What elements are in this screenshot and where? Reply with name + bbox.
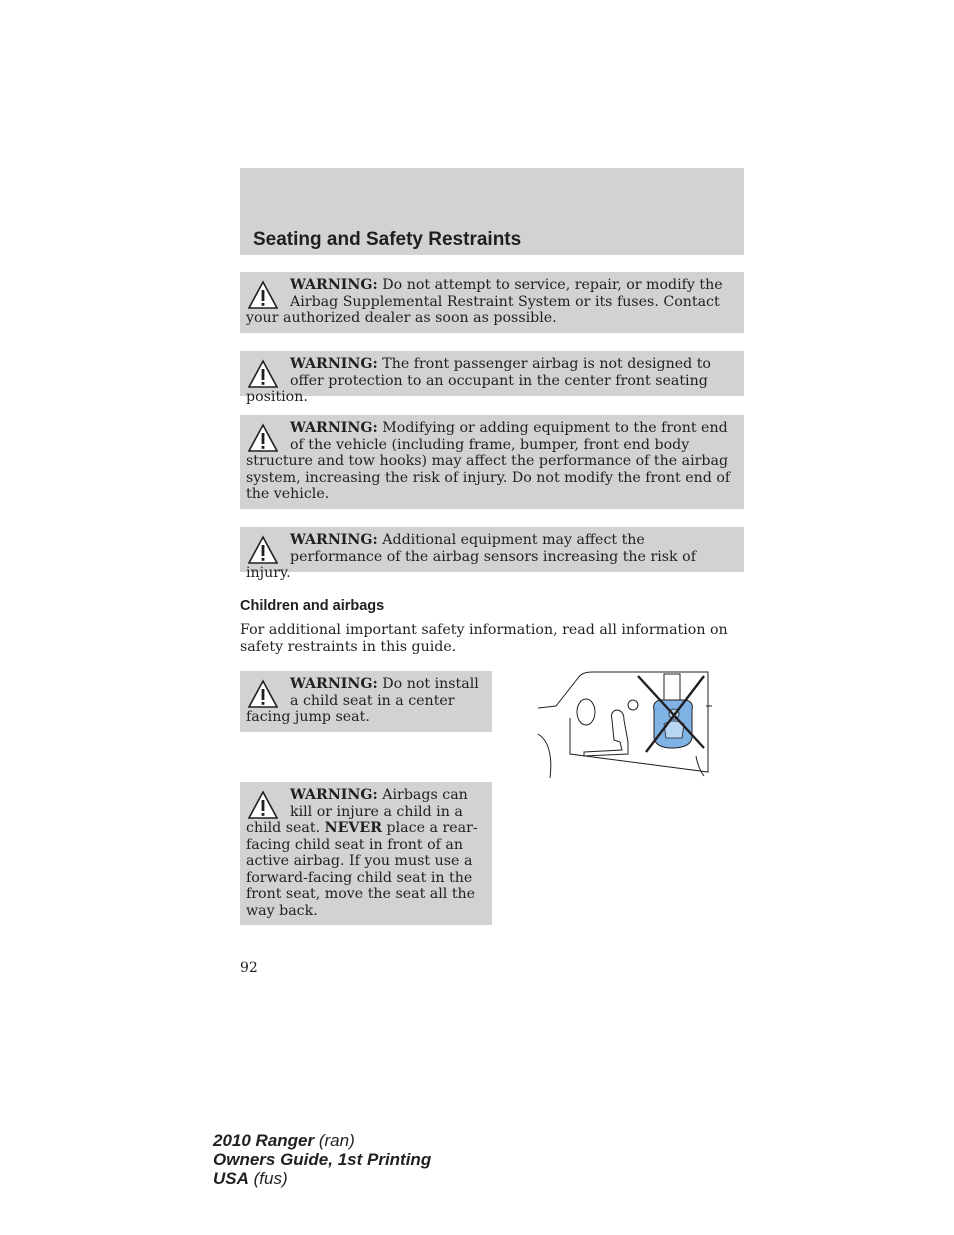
warning-box [240, 782, 492, 925]
page-number: 92 [240, 960, 258, 976]
warning-label: WARNING: [290, 676, 378, 692]
warning-box [240, 351, 744, 405]
warning-label: WARNING: [290, 420, 378, 436]
footer-model-code: (ran) [318, 1131, 355, 1150]
warning-box [240, 415, 744, 509]
page-title: Seating and Safety Restraints [253, 229, 522, 250]
warning-label: WARNING: [290, 356, 378, 372]
warning-box [240, 272, 744, 333]
warning-text: Do not install a child seat in a center facing jump seat. [246, 676, 479, 725]
warning-triangle-icon [248, 359, 278, 389]
footer-line-market [213, 1169, 431, 1188]
footer-market-code: (fus) [253, 1169, 288, 1188]
warning-text-continued: place a rear-facing child seat in front of an active airbag. If you must use a forward-facing child seat in the front seat, move the seat all the way back. [246, 820, 478, 919]
footer-line-model [213, 1131, 431, 1150]
section-header [240, 168, 744, 255]
child-seat-jump-seat-illustration [536, 668, 716, 780]
warning-triangle-icon [248, 679, 278, 709]
warning-box [240, 527, 744, 581]
warning-text: Modifying or adding equipment to the front end of the vehicle (including frame, bumper, front end body structure and tow hooks) may affect the performance of the airbag system, increasing the risk of injury. Do not modify the front end of the vehicle. [246, 420, 731, 502]
warning-triangle-icon [248, 280, 278, 310]
warning-triangle-icon [248, 423, 278, 453]
footer-printing: Owners Guide, 1st Printing [213, 1150, 432, 1169]
warning-text: Additional equipment may affect the performance of the airbag sensors increasing the risk of injury. [246, 532, 696, 581]
warning-triangle-icon [248, 535, 278, 565]
footer-line-printing [213, 1150, 431, 1169]
document-footer [213, 1131, 431, 1188]
footer-model: 2010 Ranger [213, 1131, 315, 1150]
warning-triangle-icon [248, 790, 278, 820]
intro-paragraph: For additional important safety information, read all information on safety restraints in this guide. [240, 622, 728, 655]
warning-text: Airbags can kill or injure a child in a child seat. [246, 787, 468, 836]
warning-text: The front passenger airbag is not designed to offer protection to an occupant in the center front seating position. [246, 356, 711, 405]
warning-text: Do not attempt to service, repair, or modify the Airbag Supplemental Restraint System or its fuses. Contact your authorized dealer as soon as possible. [246, 277, 723, 326]
warning-label: WARNING: [290, 277, 378, 293]
section-heading: Children and airbags [240, 598, 385, 614]
warning-label: WARNING: [290, 532, 378, 548]
warning-emphasis: NEVER [324, 820, 383, 836]
warning-label: WARNING: [290, 787, 378, 803]
warning-box [240, 671, 492, 732]
footer-market: USA [213, 1169, 249, 1188]
